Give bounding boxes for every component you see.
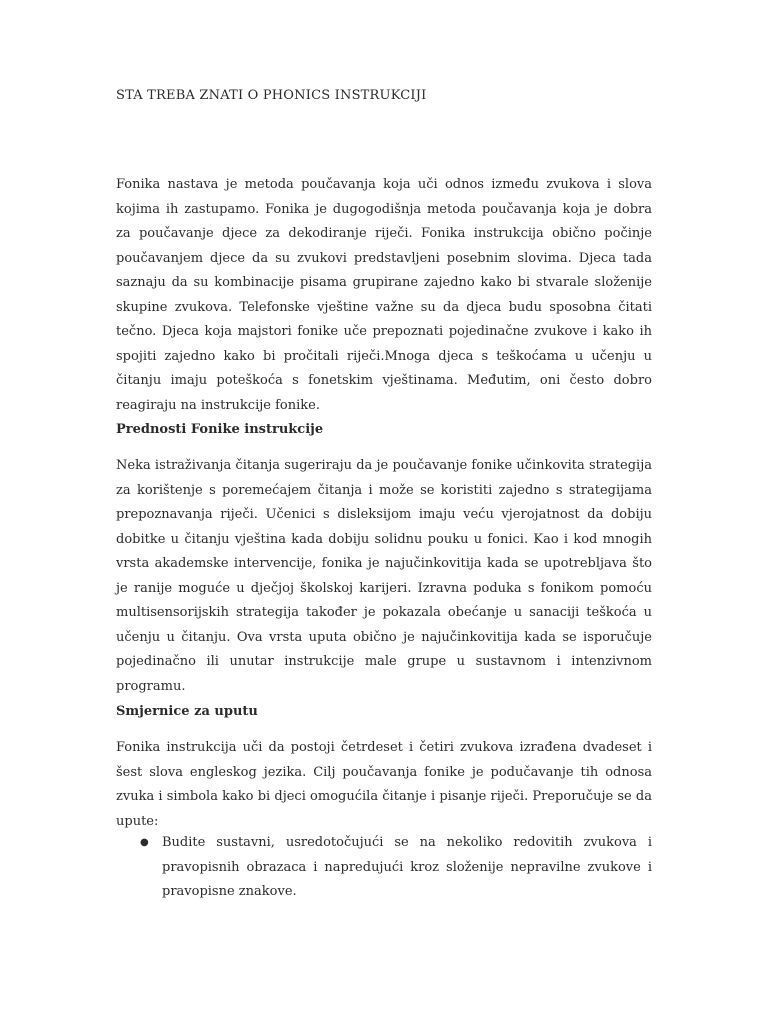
bullet-dot-icon: ● xyxy=(140,837,149,848)
section-heading: Prednosti Fonike instrukcije xyxy=(116,422,324,437)
intro-paragraph: Fonika nastava je metoda poučavanja koja uči odnos između zvukova i slova kojima ih zastupamo. Fonika je dugogodišnja metoda poučavanja koja je dobra za poučavanje djece za dekodiranje riječi. Fonika instrukcija obično počinje poučavanjem djece da su zvukovi predstavljeni posebnim slovima. Djeca tada saznaju da su kombinacije pisama grupirane zajedno kako bi stvarale složenije skupine zvukova. Telefonske vještine važne su da djeca budu sposobna čitati tečno. Djeca koja majstori fonike uče prepoznati pojedinačne zvukove i kako ih spojiti zajedno kako bi pročitali riječi.Mnoga djeca s teškoćama u učenju u čitanju imaju poteškoća s fonetskim vještinama. Međutim, oni često dobro reagiraju na instrukcije fonike. xyxy=(116,177,652,413)
list-item-text: Budite sustavni, usredotočujući se na nekoliko redovitih zvukova i pravopisnih obrazaca i napredujući kroz složenije nepravilne zvukove i pravopisne znakove. xyxy=(162,835,652,899)
section-heading: Smjernice za uputu xyxy=(116,704,258,719)
list-item xyxy=(116,831,652,905)
intro-block xyxy=(116,173,652,418)
section-guidelines-body-block xyxy=(116,736,652,834)
bullet-list xyxy=(116,831,652,905)
section-advantages xyxy=(116,418,652,442)
section-advantages-body-block xyxy=(116,454,652,699)
document-title: STA TREBA ZNATI O PHONICS INSTRUKCIJI xyxy=(116,88,427,103)
section-guidelines xyxy=(116,700,652,724)
section-paragraph: Fonika instrukcija uči da postoji četrdeset i četiri zvukova izrađena dvadeset i šest slova engleskog jezika. Cilj poučavanja fonike je podučavanje tih odnosa zvuka i simbola kako bi djeci omogućila čitanje i pisanje riječi. Preporučuje se da upute: xyxy=(116,740,652,829)
section-paragraph: Neka istraživanja čitanja sugeriraju da je poučavanje fonike učinkovita strategija za korištenje s poremećajem čitanja i može se koristiti zajedno s strategijama prepoznavanja riječi. Učenici s disleksijom imaju veću vjerojatnost da dobiju dobitke u čitanju vještina kada dobiju solidnu pouku u fonici. Kao i kod mnogih vrsta akademske intervencije, fonika je najučinkovitija kada se upotrebljava što je ranije moguće u dječjoj školskoj karijeri. Izravna poduka s fonikom pomoću multisensorijskih strategija također je pokazala obećanje u sanaciji teškoća u učenju u čitanju. Ova vrsta uputa obično je najučinkovitija kada se isporučuje pojedinačno ili unutar instrukcije male grupe u sustavnom i intenzivnom programu. xyxy=(116,458,652,694)
